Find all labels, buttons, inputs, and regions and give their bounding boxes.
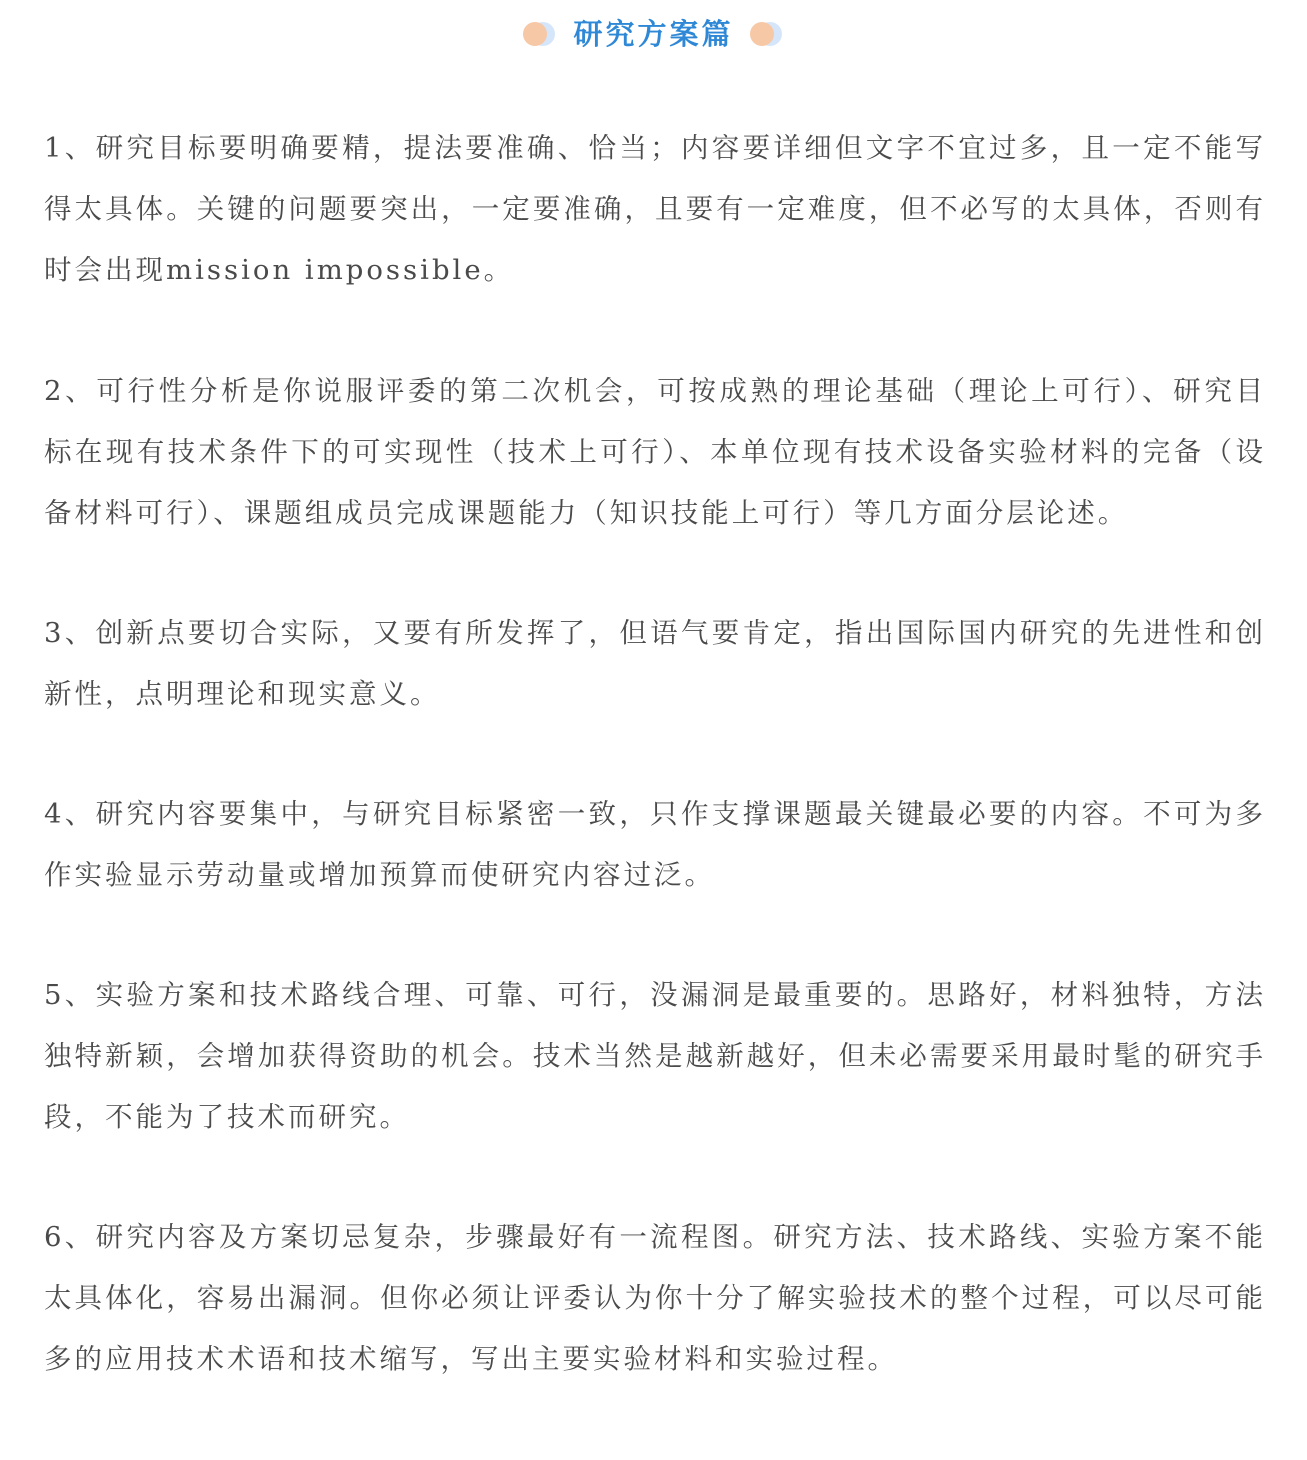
- paragraph-2: 2、可行性分析是你说服评委的第二次机会，可按成熟的理论基础（理论上可行）、研究目标在现有技术条件下的可实现性（技术上可行）、本单位现有技术设备实验材料的完备（设备材料可行）、课题组成员完成课题能力（知识技能上可行）等几方面分层论述。: [44, 375, 1266, 529]
- decorative-dots-left-icon: [523, 21, 557, 47]
- paragraph-5: 5、实验方案和技术路线合理、可靠、可行，没漏洞是最重要的。思路好，材料独特，方法独特新颖，会增加获得资助的机会。技术当然是越新越好，但未必需要采用最时髦的研究手段，不能为了技术而研究。: [44, 979, 1266, 1133]
- decorative-dots-right-icon: [750, 21, 784, 47]
- paragraph-3: 3、创新点要切合实际，又要有所发挥了，但语气要肯定，指出国际国内研究的先进性和创新性，点明理论和现实意义。: [44, 617, 1266, 710]
- section-header: [0, 14, 1307, 54]
- paragraph-1: 1、研究目标要明确要精，提法要准确、恰当；内容要详细但文字不宜过多，且一定不能写得太具体。关键的问题要突出，一定要准确，且要有一定难度，但不必写的太具体，否则有时会出现mission impossible。: [44, 132, 1266, 286]
- article-body: [44, 118, 1266, 1390]
- peach-dot-icon: [750, 22, 774, 46]
- section-title: 研究方案篇: [573, 17, 734, 51]
- paragraph-6: 6、研究内容及方案切忌复杂，步骤最好有一流程图。研究方法、技术路线、实验方案不能太具体化，容易出漏洞。但你必须让评委认为你十分了解实验技术的整个过程，可以尽可能多的应用技术术语和技术缩写，写出主要实验材料和实验过程。: [44, 1221, 1266, 1375]
- paragraph-4: 4、研究内容要集中，与研究目标紧密一致，只作支撑课题最关键最必要的内容。不可为多作实验显示劳动量或增加预算而使研究内容过泛。: [44, 798, 1266, 891]
